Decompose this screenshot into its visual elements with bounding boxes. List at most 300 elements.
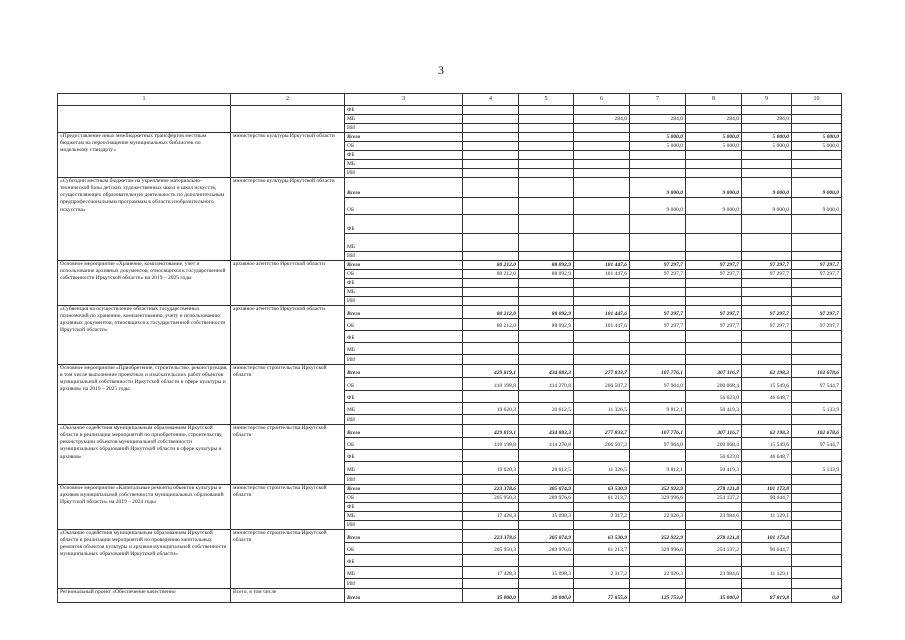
value-cell: 20 000,0 bbox=[519, 589, 574, 603]
column-header: 6 bbox=[574, 94, 630, 106]
page-number: 3 bbox=[438, 63, 444, 77]
value-cell: 9 000,0 bbox=[742, 178, 792, 198]
value-cell bbox=[519, 252, 574, 261]
value-cell bbox=[574, 579, 630, 589]
value-cell: 22 926,3 bbox=[630, 567, 686, 579]
column-header: 5 bbox=[519, 94, 574, 106]
value-cell: 90 044,7 bbox=[742, 543, 792, 555]
value-cell bbox=[742, 234, 792, 252]
value-cell bbox=[742, 521, 792, 530]
value-cell bbox=[686, 555, 742, 567]
value-cell bbox=[574, 124, 630, 133]
value-cell bbox=[519, 579, 574, 589]
value-cell bbox=[792, 169, 842, 178]
value-cell: 97 297,7 bbox=[630, 306, 686, 319]
value-cell: 5 000,0 bbox=[686, 133, 742, 142]
value-cell bbox=[463, 503, 519, 512]
value-cell bbox=[792, 124, 842, 133]
funding-source: ОБ bbox=[345, 494, 463, 503]
value-cell bbox=[630, 521, 686, 530]
value-cell: 5 000,0 bbox=[630, 142, 686, 151]
funding-source: ОБ bbox=[345, 142, 463, 151]
value-cell: 97 297,7 bbox=[686, 270, 742, 279]
value-cell bbox=[574, 503, 630, 512]
value-cell bbox=[574, 178, 630, 198]
value-cell: 329 996,6 bbox=[630, 543, 686, 555]
value-cell: 352 922,9 bbox=[630, 485, 686, 494]
value-cell bbox=[519, 288, 574, 297]
value-cell bbox=[792, 279, 842, 288]
value-cell bbox=[463, 288, 519, 297]
value-cell: 102 678,6 bbox=[792, 365, 842, 378]
value-cell bbox=[519, 279, 574, 288]
value-cell: 5 000,0 bbox=[630, 133, 686, 142]
value-cell bbox=[574, 151, 630, 160]
value-cell bbox=[519, 169, 574, 178]
value-cell: 9 812,1 bbox=[630, 462, 686, 475]
funding-source: Всего bbox=[345, 589, 463, 603]
value-cell bbox=[574, 475, 630, 485]
value-cell: 11 326,5 bbox=[574, 403, 630, 415]
value-cell bbox=[574, 343, 630, 355]
value-cell bbox=[519, 133, 574, 142]
funding-source: ОБ bbox=[345, 198, 463, 215]
value-cell: 35 000,0 bbox=[463, 589, 519, 603]
funding-source: МБ bbox=[345, 512, 463, 521]
measure-name: Основное мероприятие «Хранение, комплектование, учет и использование архивных документов, относящихся к государственной собственности Иркутской области» на 2019 – 2025 годы bbox=[58, 261, 231, 306]
value-cell: 278 121,8 bbox=[686, 530, 742, 543]
value-cell: 101 447,6 bbox=[574, 270, 630, 279]
value-cell bbox=[742, 579, 792, 589]
funding-source: ОБ bbox=[345, 543, 463, 555]
value-cell bbox=[686, 234, 742, 252]
value-cell: 205 950,3 bbox=[463, 543, 519, 555]
funding-source: ИИ bbox=[345, 169, 463, 178]
value-cell: 80 212,0 bbox=[463, 270, 519, 279]
value-cell bbox=[686, 252, 742, 261]
funding-source: ФБ bbox=[345, 503, 463, 512]
value-cell: 9 000,0 bbox=[630, 198, 686, 215]
value-cell: 9 000,0 bbox=[792, 178, 842, 198]
value-cell bbox=[742, 106, 792, 115]
value-cell bbox=[463, 343, 519, 355]
value-cell bbox=[463, 151, 519, 160]
column-header: 4 bbox=[463, 94, 519, 106]
value-cell: 15 549,6 bbox=[742, 378, 792, 391]
value-cell bbox=[463, 234, 519, 252]
value-cell bbox=[686, 475, 742, 485]
value-cell: 97 297,7 bbox=[792, 270, 842, 279]
value-cell bbox=[463, 215, 519, 234]
value-cell: 61 213,7 bbox=[574, 543, 630, 555]
value-cell bbox=[574, 142, 630, 151]
value-cell: 35 000,0 bbox=[686, 589, 742, 603]
value-cell bbox=[792, 234, 842, 252]
value-cell: 277 833,7 bbox=[574, 425, 630, 438]
value-cell bbox=[686, 106, 742, 115]
value-cell: 5 000,0 bbox=[792, 142, 842, 151]
value-cell bbox=[792, 297, 842, 306]
value-cell: 284,0 bbox=[686, 115, 742, 124]
value-cell bbox=[519, 450, 574, 462]
funding-source: ИИ bbox=[345, 297, 463, 306]
value-cell bbox=[519, 198, 574, 215]
column-header: 8 bbox=[686, 94, 742, 106]
value-cell bbox=[463, 169, 519, 178]
value-cell: 101 447,6 bbox=[574, 306, 630, 319]
funding-source: ИИ bbox=[345, 252, 463, 261]
value-cell: 77 855,6 bbox=[574, 589, 630, 603]
funding-source: МБ bbox=[345, 403, 463, 415]
value-cell: 23 984,6 bbox=[686, 567, 742, 579]
measure-executor: архивное агентство Иркутской области bbox=[231, 261, 345, 306]
value-cell bbox=[686, 169, 742, 178]
value-cell bbox=[742, 160, 792, 169]
value-cell bbox=[574, 133, 630, 142]
value-cell: 278 121,8 bbox=[686, 485, 742, 494]
value-cell bbox=[686, 288, 742, 297]
funding-source: ИИ bbox=[345, 475, 463, 485]
value-cell: 63 530,9 bbox=[574, 485, 630, 494]
value-cell: 429 819,1 bbox=[463, 425, 519, 438]
funding-source: ИИ bbox=[345, 415, 463, 425]
value-cell bbox=[792, 288, 842, 297]
table-row bbox=[58, 261, 842, 270]
value-cell bbox=[574, 450, 630, 462]
value-cell: 414 270,8 bbox=[519, 438, 574, 450]
value-cell: 15 098,3 bbox=[519, 567, 574, 579]
value-cell bbox=[630, 355, 686, 365]
value-cell: 80 212,0 bbox=[463, 306, 519, 319]
value-cell bbox=[574, 297, 630, 306]
funding-source: МБ bbox=[345, 160, 463, 169]
value-cell bbox=[630, 169, 686, 178]
value-cell bbox=[519, 555, 574, 567]
value-cell: 11 326,5 bbox=[574, 462, 630, 475]
value-cell: 266 507,2 bbox=[574, 378, 630, 391]
table-row bbox=[58, 178, 842, 198]
value-cell: 17 428,3 bbox=[463, 567, 519, 579]
value-cell: 205 950,3 bbox=[463, 494, 519, 503]
value-cell bbox=[630, 279, 686, 288]
value-cell: 56 623,0 bbox=[686, 391, 742, 403]
value-cell bbox=[574, 279, 630, 288]
value-cell bbox=[792, 115, 842, 124]
value-cell bbox=[742, 169, 792, 178]
value-cell: 9 812,1 bbox=[630, 403, 686, 415]
funding-source: ОБ bbox=[345, 378, 463, 391]
value-cell: 15 098,3 bbox=[519, 512, 574, 521]
value-cell bbox=[574, 355, 630, 365]
measure-executor: министерство культуры Иркутской области bbox=[231, 133, 345, 178]
value-cell bbox=[742, 503, 792, 512]
value-cell bbox=[630, 343, 686, 355]
value-cell: 9 000,0 bbox=[792, 198, 842, 215]
value-cell: 20 612,5 bbox=[519, 462, 574, 475]
value-cell: 305 074,9 bbox=[519, 485, 574, 494]
value-cell bbox=[742, 151, 792, 160]
measure-name: Региональный проект «Обеспечение качественно bbox=[58, 589, 231, 603]
value-cell bbox=[630, 297, 686, 306]
value-cell bbox=[792, 331, 842, 343]
value-cell: 5 000,0 bbox=[742, 142, 792, 151]
funding-source: ОБ bbox=[345, 319, 463, 331]
value-cell: 97 964,0 bbox=[630, 438, 686, 450]
header-row bbox=[58, 94, 842, 106]
value-cell bbox=[519, 142, 574, 151]
funding-source: Всего bbox=[345, 261, 463, 270]
value-cell bbox=[792, 530, 842, 543]
value-cell: 97 297,7 bbox=[742, 306, 792, 319]
value-cell bbox=[792, 555, 842, 567]
value-cell bbox=[792, 512, 842, 521]
measure-name: «Субвенция на осуществление областных государственных полномочий по хранению, комплектованию, учету и использованию архивных документов, относящихся к государственной собственности Иркутской области» bbox=[58, 306, 231, 365]
funding-source: ОБ bbox=[345, 270, 463, 279]
value-cell bbox=[463, 391, 519, 403]
value-cell bbox=[630, 331, 686, 343]
value-cell bbox=[519, 355, 574, 365]
value-cell: 97 297,7 bbox=[686, 306, 742, 319]
value-cell: 434 883,3 bbox=[519, 425, 574, 438]
value-cell: 266 507,2 bbox=[574, 438, 630, 450]
table-row bbox=[58, 530, 842, 543]
value-cell bbox=[463, 124, 519, 133]
value-cell: 88 092,9 bbox=[519, 319, 574, 331]
value-cell bbox=[519, 234, 574, 252]
value-cell bbox=[463, 133, 519, 142]
measure-name: «Субсидии местным бюджетам на укрепление материально-технической базы детских художественных школ и школ искусств, осуществляющих образовательную деятельность по дополнительным предпрофессиональным программам в области изобразительного искусства» bbox=[58, 178, 231, 261]
value-cell bbox=[630, 555, 686, 567]
value-cell bbox=[630, 503, 686, 512]
value-cell: 101 173,8 bbox=[742, 530, 792, 543]
value-cell bbox=[574, 252, 630, 261]
value-cell bbox=[686, 279, 742, 288]
value-cell bbox=[463, 331, 519, 343]
value-cell: 284,0 bbox=[630, 115, 686, 124]
value-cell: 11 129,1 bbox=[742, 567, 792, 579]
value-cell bbox=[463, 475, 519, 485]
value-cell: 200 068,4 bbox=[686, 378, 742, 391]
funding-source: Всего bbox=[345, 425, 463, 438]
value-cell bbox=[519, 124, 574, 133]
value-cell: 125 753,0 bbox=[630, 589, 686, 603]
funding-source: МБ bbox=[345, 288, 463, 297]
value-cell: 5 000,0 bbox=[792, 133, 842, 142]
value-cell bbox=[686, 579, 742, 589]
value-cell bbox=[686, 343, 742, 355]
measure-executor: Всего, в том числе bbox=[231, 589, 345, 603]
funding-source: ФБ bbox=[345, 106, 463, 115]
column-header: 7 bbox=[630, 94, 686, 106]
value-cell: 277 833,7 bbox=[574, 365, 630, 378]
value-cell: 62 198,3 bbox=[742, 425, 792, 438]
value-cell bbox=[630, 106, 686, 115]
value-cell bbox=[742, 288, 792, 297]
value-cell bbox=[574, 391, 630, 403]
funding-source: ОБ bbox=[345, 438, 463, 450]
funding-source: ФБ bbox=[345, 555, 463, 567]
column-header: 10 bbox=[792, 94, 842, 106]
table-row bbox=[58, 133, 842, 142]
value-cell bbox=[792, 252, 842, 261]
value-cell: 284,0 bbox=[742, 115, 792, 124]
funding-source: Всего bbox=[345, 133, 463, 142]
value-cell: 46 648,7 bbox=[742, 450, 792, 462]
value-cell bbox=[742, 403, 792, 415]
value-cell bbox=[463, 279, 519, 288]
value-cell: 97 297,7 bbox=[742, 261, 792, 270]
value-cell bbox=[630, 234, 686, 252]
value-cell bbox=[742, 343, 792, 355]
value-cell bbox=[630, 391, 686, 403]
value-cell: 97 544,7 bbox=[792, 438, 842, 450]
value-cell: 429 819,1 bbox=[463, 365, 519, 378]
value-cell bbox=[686, 521, 742, 530]
funding-source: ФБ bbox=[345, 151, 463, 160]
value-cell bbox=[630, 450, 686, 462]
value-cell bbox=[742, 279, 792, 288]
value-cell: 97 544,7 bbox=[792, 378, 842, 391]
value-cell bbox=[792, 503, 842, 512]
value-cell bbox=[792, 415, 842, 425]
value-cell bbox=[686, 355, 742, 365]
value-cell: 97 297,7 bbox=[792, 306, 842, 319]
value-cell: 200 068,4 bbox=[686, 438, 742, 450]
value-cell: 329 996,6 bbox=[630, 494, 686, 503]
value-cell bbox=[463, 142, 519, 151]
value-cell bbox=[463, 252, 519, 261]
value-cell bbox=[574, 215, 630, 234]
measure-name bbox=[58, 106, 231, 133]
value-cell: 101 447,6 bbox=[574, 261, 630, 270]
value-cell bbox=[686, 297, 742, 306]
measure-executor: архивное агентство Иркутской области bbox=[231, 306, 345, 365]
value-cell bbox=[792, 521, 842, 530]
funding-source: ИИ bbox=[345, 355, 463, 365]
value-cell bbox=[742, 555, 792, 567]
value-cell: 80 212,0 bbox=[463, 261, 519, 270]
value-cell: 289 976,6 bbox=[519, 494, 574, 503]
value-cell bbox=[519, 391, 574, 403]
value-cell: 101 447,6 bbox=[574, 319, 630, 331]
value-cell: 101 173,8 bbox=[742, 485, 792, 494]
value-cell bbox=[630, 151, 686, 160]
value-cell bbox=[792, 475, 842, 485]
table-row bbox=[58, 485, 842, 494]
value-cell: 223 378,6 bbox=[463, 530, 519, 543]
value-cell bbox=[519, 115, 574, 124]
value-cell bbox=[574, 169, 630, 178]
value-cell bbox=[463, 355, 519, 365]
funding-source: Всего bbox=[345, 485, 463, 494]
value-cell: 61 213,7 bbox=[574, 494, 630, 503]
value-cell bbox=[742, 462, 792, 475]
value-cell bbox=[519, 151, 574, 160]
value-cell: 254 137,2 bbox=[686, 494, 742, 503]
budget-table bbox=[57, 93, 842, 603]
value-cell bbox=[519, 297, 574, 306]
funding-source: МБ bbox=[345, 462, 463, 475]
value-cell bbox=[630, 160, 686, 169]
value-cell: 2 317,2 bbox=[574, 512, 630, 521]
funding-source: МБ bbox=[345, 343, 463, 355]
value-cell bbox=[742, 215, 792, 234]
value-cell: 9 000,0 bbox=[742, 198, 792, 215]
value-cell bbox=[792, 215, 842, 234]
value-cell: 307 116,7 bbox=[686, 425, 742, 438]
value-cell bbox=[742, 331, 792, 343]
value-cell: 88 092,9 bbox=[519, 270, 574, 279]
value-cell bbox=[630, 252, 686, 261]
value-cell: 90 044,7 bbox=[742, 494, 792, 503]
value-cell bbox=[463, 178, 519, 198]
value-cell: 19 620,3 bbox=[463, 403, 519, 415]
measure-name: «Оказание содействия муниципальным образованиям Иркутской области в реализации мероприятий по проведению капитальных ремонтов объектов культуры и архивов муниципальной собственности муниципальных образований Иркутской области» bbox=[58, 530, 231, 589]
value-cell: 414 270,8 bbox=[519, 378, 574, 391]
funding-source: ФБ bbox=[345, 279, 463, 288]
value-cell bbox=[792, 160, 842, 169]
funding-source: Всего bbox=[345, 306, 463, 319]
value-cell bbox=[792, 391, 842, 403]
value-cell bbox=[792, 567, 842, 579]
column-header: 3 bbox=[345, 94, 463, 106]
value-cell: 88 092,9 bbox=[519, 306, 574, 319]
value-cell bbox=[792, 106, 842, 115]
value-cell: 97 297,7 bbox=[630, 319, 686, 331]
value-cell bbox=[686, 503, 742, 512]
column-header: 1 bbox=[58, 94, 231, 106]
value-cell: 410 198,8 bbox=[463, 438, 519, 450]
value-cell: 5 133,9 bbox=[792, 403, 842, 415]
column-header: 2 bbox=[231, 94, 345, 106]
value-cell: 9 000,0 bbox=[686, 178, 742, 198]
value-cell bbox=[463, 297, 519, 306]
value-cell bbox=[630, 215, 686, 234]
value-cell: 97 297,7 bbox=[792, 319, 842, 331]
value-cell bbox=[574, 331, 630, 343]
value-cell: 97 297,7 bbox=[792, 261, 842, 270]
measure-name: Основное мероприятие «Приобретение, строительство, реконструкция, в том числе выполнение проектных и изыскательских работ объектов муниципальной собственности Иркутской области в сфере культуры и архивов» на 2019 – 2025 годы bbox=[58, 365, 231, 425]
value-cell: 97 297,7 bbox=[686, 319, 742, 331]
funding-source: Всего bbox=[345, 530, 463, 543]
value-cell bbox=[463, 415, 519, 425]
value-cell bbox=[742, 297, 792, 306]
value-cell: 0,0 bbox=[792, 589, 842, 603]
column-header: 9 bbox=[742, 94, 792, 106]
value-cell bbox=[630, 475, 686, 485]
value-cell bbox=[686, 215, 742, 234]
value-cell bbox=[519, 415, 574, 425]
value-cell: 11 129,1 bbox=[742, 512, 792, 521]
value-cell: 20 612,5 bbox=[519, 403, 574, 415]
value-cell bbox=[463, 198, 519, 215]
funding-source: МБ bbox=[345, 115, 463, 124]
value-cell: 15 549,6 bbox=[742, 438, 792, 450]
value-cell: 97 297,7 bbox=[742, 270, 792, 279]
value-cell: 410 198,8 bbox=[463, 378, 519, 391]
value-cell bbox=[463, 115, 519, 124]
value-cell bbox=[686, 415, 742, 425]
value-cell bbox=[742, 252, 792, 261]
value-cell: 97 297,7 bbox=[630, 270, 686, 279]
value-cell bbox=[630, 579, 686, 589]
funding-source: МБ bbox=[345, 234, 463, 252]
value-cell: 223 378,6 bbox=[463, 485, 519, 494]
value-cell bbox=[519, 215, 574, 234]
value-cell: 2 317,2 bbox=[574, 567, 630, 579]
value-cell bbox=[630, 124, 686, 133]
value-cell bbox=[630, 288, 686, 297]
